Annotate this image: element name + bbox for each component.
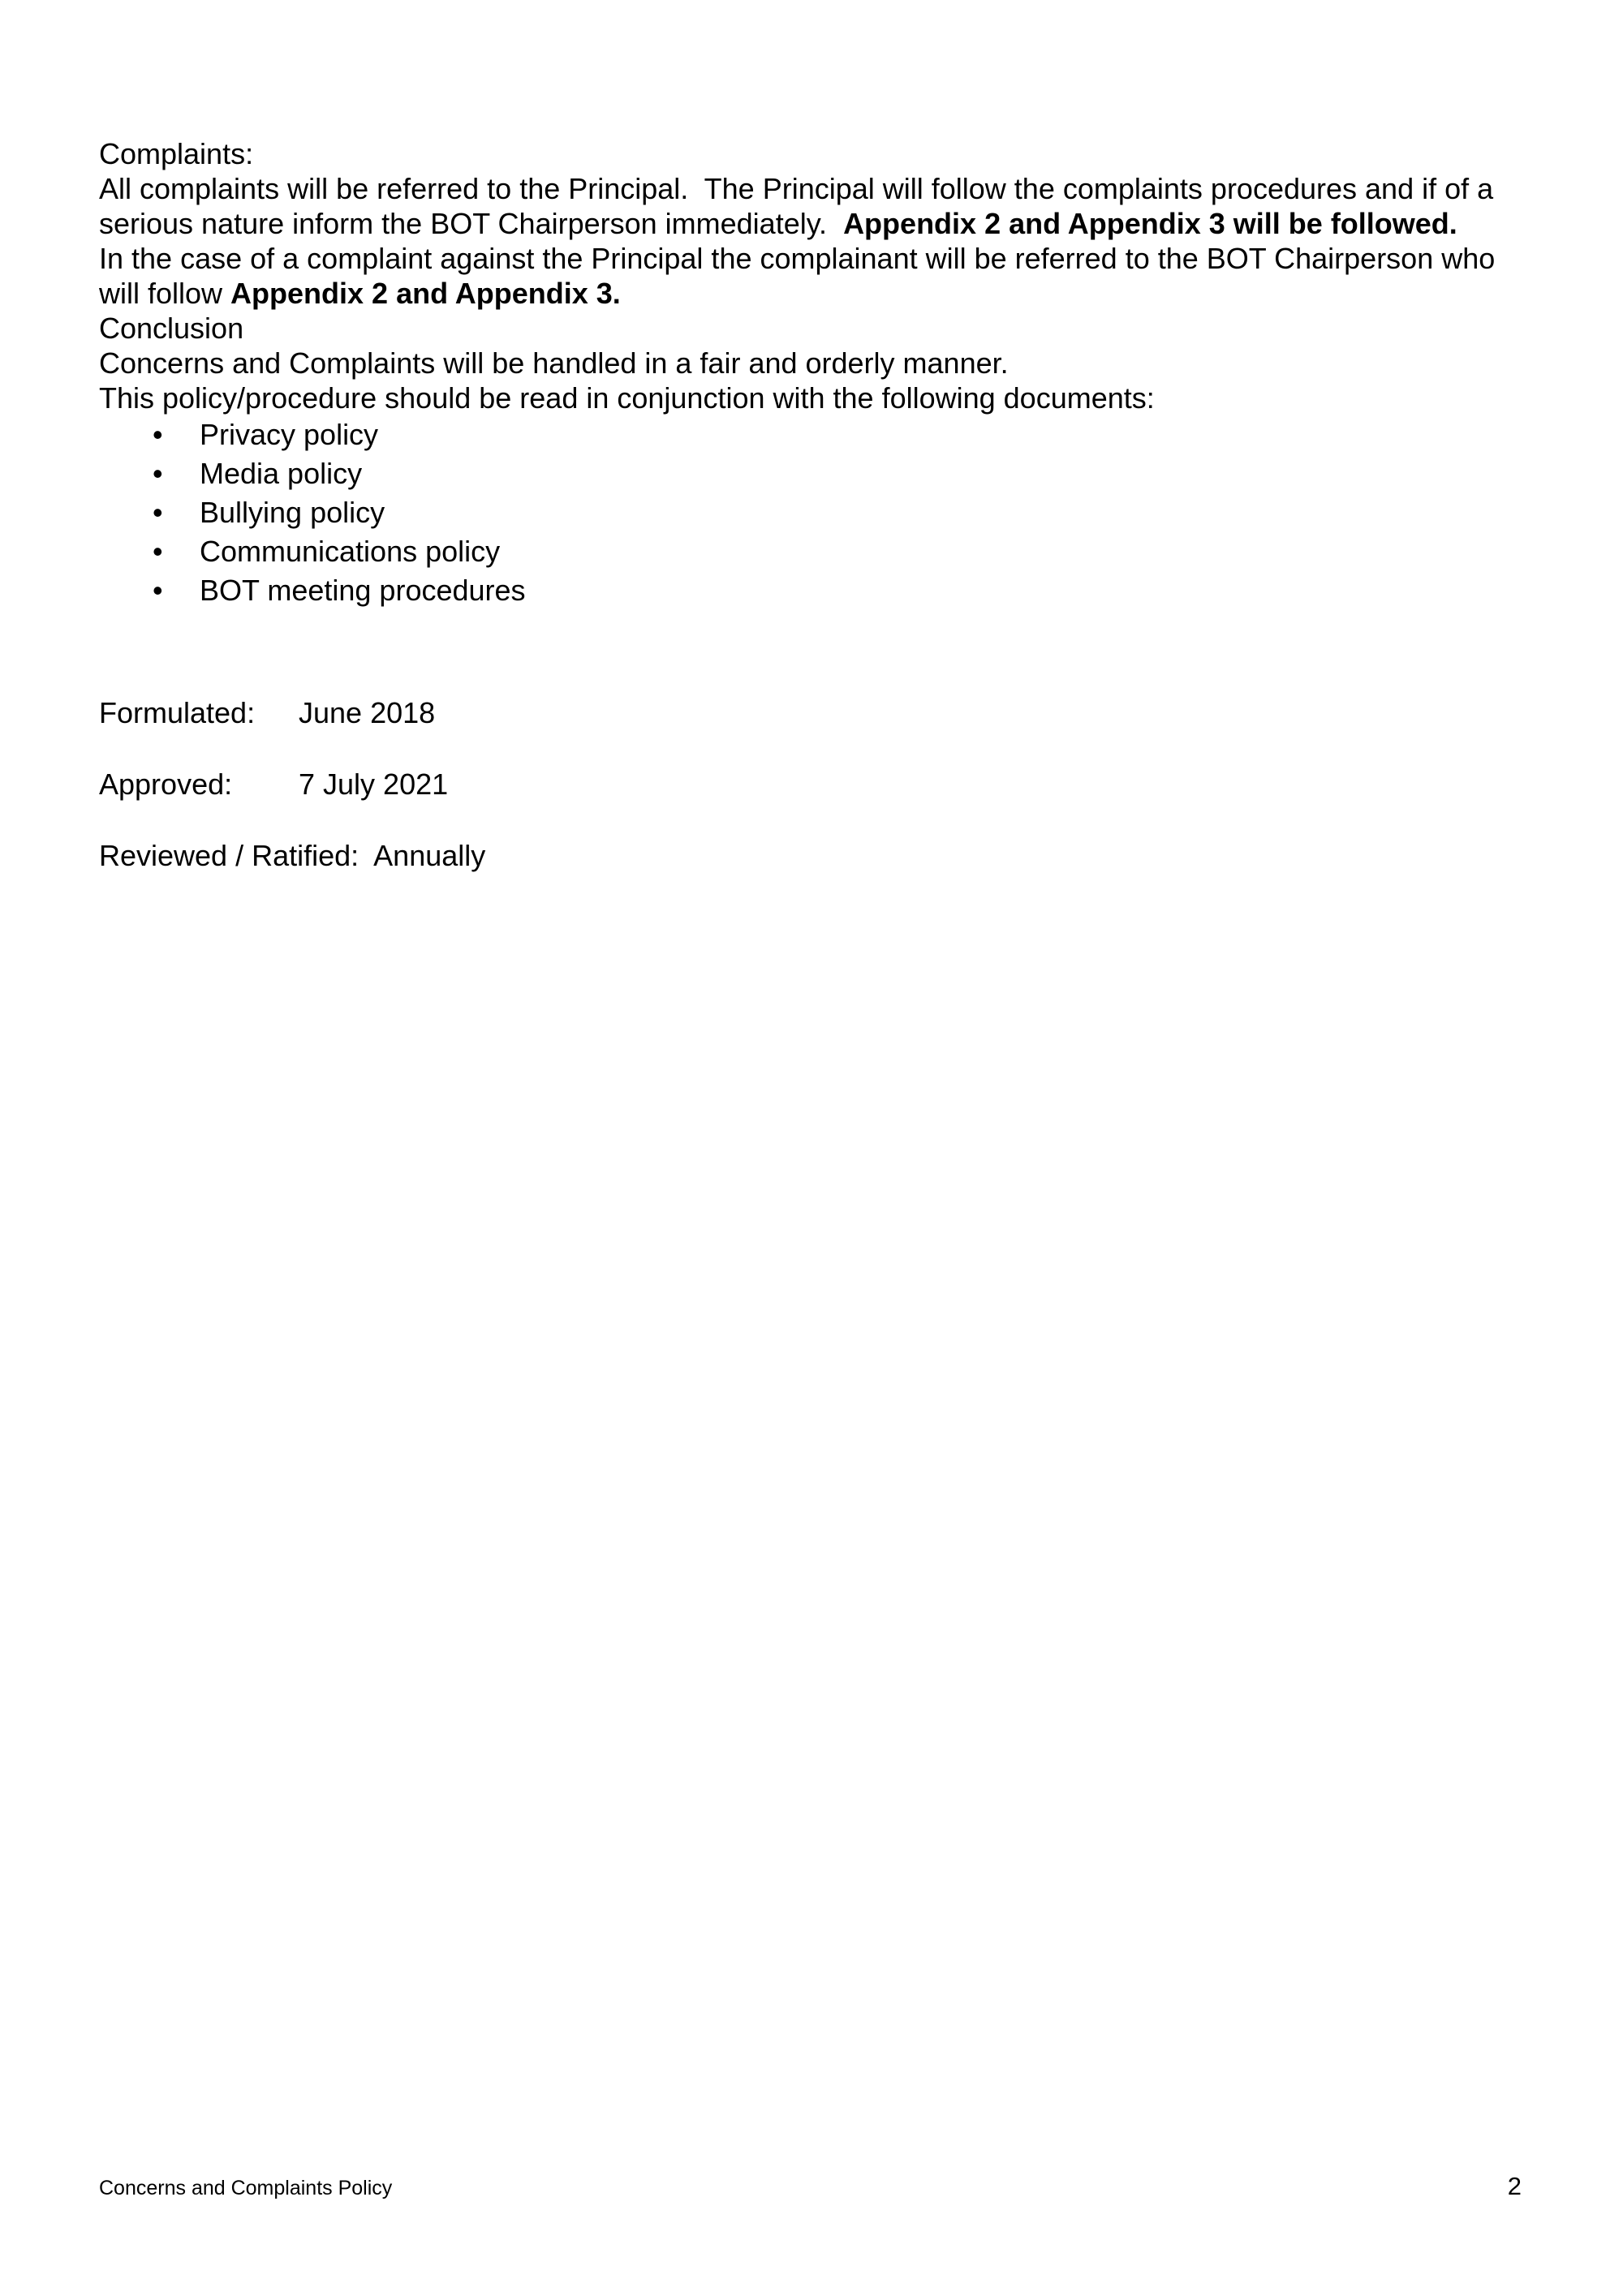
list-item-label: Communications policy bbox=[200, 535, 501, 568]
complaints-paragraph bbox=[99, 171, 1526, 241]
meta-row-approved bbox=[99, 767, 1526, 802]
page-number: 2 bbox=[1507, 2172, 1522, 2200]
document-content bbox=[99, 136, 1526, 909]
bullet-icon: • bbox=[153, 574, 163, 607]
bullet-icon: • bbox=[153, 457, 163, 490]
list-item bbox=[99, 454, 1526, 493]
list-item bbox=[99, 415, 1526, 454]
related-documents-intro: This policy/procedure should be read in conjunction with the following documents: bbox=[99, 381, 1155, 415]
complaint-against-principal-paragraph bbox=[99, 241, 1526, 311]
meta-value: Annually bbox=[373, 839, 486, 872]
complaint-against-principal-text: In the case of a complaint against the Principal the complainant will be referred to the BOT Chairperson who will follow bbox=[99, 242, 1504, 310]
meta-label: Formulated: bbox=[99, 696, 256, 729]
page-footer bbox=[99, 2173, 1522, 2200]
complaints-paragraph-bold-text: Appendix 2 and Appendix 3 will be followed. bbox=[843, 207, 1457, 240]
meta-value: June 2018 bbox=[299, 696, 436, 729]
meta-value: 7 July 2021 bbox=[299, 767, 449, 801]
complaint-against-principal-bold-text: Appendix 2 and Appendix 3. bbox=[230, 277, 621, 310]
bullet-icon: • bbox=[153, 418, 163, 451]
footer-title: Concerns and Complaints Policy bbox=[99, 2177, 393, 2199]
list-item bbox=[99, 493, 1526, 532]
list-item bbox=[99, 532, 1526, 571]
conclusion-heading: Conclusion bbox=[99, 312, 244, 345]
list-item-label: Bullying policy bbox=[200, 496, 385, 529]
meta-label: Approved: bbox=[99, 767, 233, 801]
complaints-heading: Complaints: bbox=[99, 137, 254, 170]
policy-meta bbox=[99, 695, 1526, 873]
meta-label: Reviewed / Ratified: bbox=[99, 839, 359, 872]
meta-row-reviewed bbox=[99, 838, 1526, 873]
conclusion-body: Concerns and Complaints will be handled in a fair and orderly manner. bbox=[99, 346, 1009, 380]
related-documents-list bbox=[99, 415, 1526, 610]
list-item-label: BOT meeting procedures bbox=[200, 574, 526, 607]
complaints-paragraph-text: All complaints will be referred to the Principal. The Principal will follow the complaints procedures and if of a serious nature inform the BOT Chairperson immediately. bbox=[99, 172, 1502, 240]
meta-row-formulated bbox=[99, 695, 1526, 730]
list-item-label: Media policy bbox=[200, 457, 363, 490]
bullet-icon: • bbox=[153, 496, 163, 529]
list-item-label: Privacy policy bbox=[200, 418, 379, 451]
bullet-icon: • bbox=[153, 535, 163, 568]
list-item bbox=[99, 571, 1526, 610]
